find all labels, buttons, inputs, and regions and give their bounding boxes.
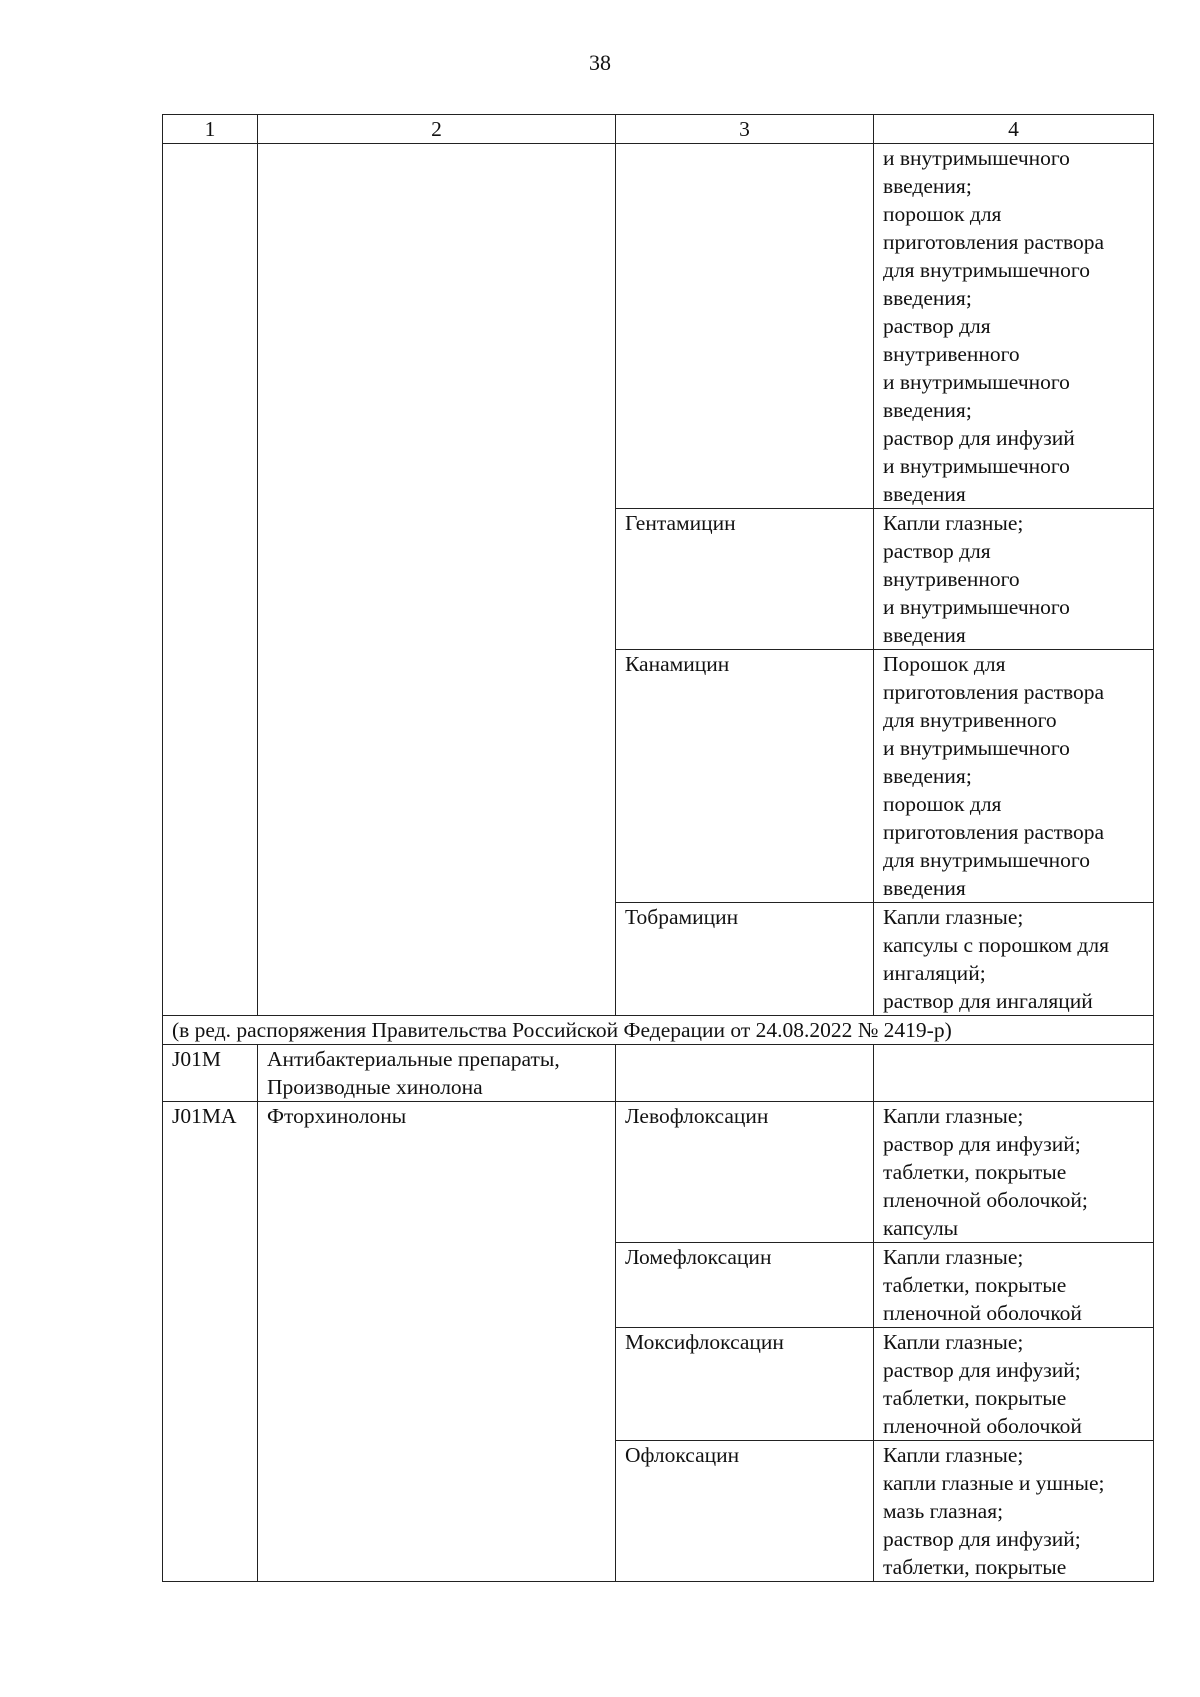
form-line: таблетки, покрытые bbox=[883, 1160, 1067, 1184]
form-line: и внутримышечного bbox=[883, 146, 1070, 170]
atc-code-cell: J01MA bbox=[163, 1102, 258, 1582]
form-line: для внутримышечного bbox=[883, 258, 1090, 282]
form-line: и внутримышечного bbox=[883, 454, 1070, 478]
dosage-forms-cell bbox=[874, 509, 1154, 650]
dosage-forms-cell bbox=[874, 144, 1154, 509]
dosage-forms-cell bbox=[874, 1243, 1154, 1328]
form-line: капсулы bbox=[883, 1216, 959, 1240]
form-line: Производные хинолона bbox=[267, 1075, 483, 1099]
code-cell-empty bbox=[163, 144, 258, 1016]
amendment-row bbox=[163, 1016, 1154, 1045]
column-header-3: 3 bbox=[616, 115, 874, 144]
column-header-4: 4 bbox=[874, 115, 1154, 144]
column-header-1: 1 bbox=[163, 115, 258, 144]
group-name-cell-empty bbox=[258, 144, 616, 1016]
form-line: ингаляций; bbox=[883, 961, 986, 985]
form-line: Антибактериальные препараты, bbox=[267, 1047, 560, 1071]
form-line: для внутримышечного bbox=[883, 848, 1090, 872]
form-line: раствор для инфузий; bbox=[883, 1358, 1081, 1382]
column-header-2: 2 bbox=[258, 115, 616, 144]
form-line: введения; bbox=[883, 398, 972, 422]
form-line: приготовления раствора bbox=[883, 680, 1105, 704]
form-line: капсулы с порошком для bbox=[883, 933, 1109, 957]
form-line: капли глазные и ушные; bbox=[883, 1471, 1105, 1495]
drug-name-cell: Офлоксацин bbox=[616, 1441, 874, 1582]
form-line: пленочной оболочкой bbox=[883, 1414, 1082, 1438]
form-line: раствор для bbox=[883, 539, 991, 563]
drug-name-cell: Гентамицин bbox=[616, 509, 874, 650]
group-name-cell: Фторхинолоны bbox=[258, 1102, 616, 1582]
table-row bbox=[163, 1045, 1154, 1102]
form-line: пленочной оболочкой bbox=[883, 1301, 1082, 1325]
form-line: приготовления раствора bbox=[883, 230, 1105, 254]
form-line: мазь глазная; bbox=[883, 1499, 1004, 1523]
form-line: введения bbox=[883, 876, 966, 900]
dosage-forms-cell bbox=[874, 1102, 1154, 1243]
form-line: введения bbox=[883, 482, 966, 506]
drug-name-cell-empty bbox=[616, 1045, 874, 1102]
form-line: порошок для bbox=[883, 202, 1002, 226]
form-line: раствор для инфузий bbox=[883, 426, 1075, 450]
drug-name-cell: Ломефлоксацин bbox=[616, 1243, 874, 1328]
form-line: и внутримышечного bbox=[883, 736, 1070, 760]
dosage-forms-cell bbox=[874, 650, 1154, 903]
dosage-forms-cell bbox=[874, 1328, 1154, 1441]
form-line: введения; bbox=[883, 764, 972, 788]
form-line: раствор для инфузий; bbox=[883, 1527, 1081, 1551]
form-line: Капли глазные; bbox=[883, 905, 1024, 929]
form-line: раствор для инфузий; bbox=[883, 1132, 1081, 1156]
form-line: Капли глазные; bbox=[883, 511, 1024, 535]
form-line: таблетки, покрытые bbox=[883, 1273, 1067, 1297]
form-line: раствор для bbox=[883, 314, 991, 338]
form-line: Капли глазные; bbox=[883, 1245, 1024, 1269]
form-line: введения; bbox=[883, 286, 972, 310]
drug-name-cell: Моксифлоксацин bbox=[616, 1328, 874, 1441]
drug-name-cell: Тобрамицин bbox=[616, 903, 874, 1016]
dosage-forms-cell-empty bbox=[874, 1045, 1154, 1102]
header-row bbox=[163, 115, 1154, 144]
form-line: и внутримышечного bbox=[883, 370, 1070, 394]
table-row bbox=[163, 144, 1154, 509]
drug-table bbox=[162, 114, 1154, 1582]
form-line: внутривенного bbox=[883, 567, 1020, 591]
form-line: Порошок для bbox=[883, 652, 1006, 676]
form-line: таблетки, покрытые bbox=[883, 1555, 1067, 1579]
atc-code-cell: J01M bbox=[163, 1045, 258, 1102]
drug-name-cell: Левофлоксацин bbox=[616, 1102, 874, 1243]
form-line: пленочной оболочкой; bbox=[883, 1188, 1088, 1212]
amendment-note: (в ред. распоряжения Правительства Российской Федерации от 24.08.2022 № 2419-р) bbox=[163, 1016, 1154, 1045]
drug-table-body bbox=[163, 115, 1154, 1582]
dosage-forms-cell bbox=[874, 1441, 1154, 1582]
form-line: порошок для bbox=[883, 792, 1002, 816]
form-line: для внутривенного bbox=[883, 708, 1057, 732]
form-line: Капли глазные; bbox=[883, 1330, 1024, 1354]
form-line: введения; bbox=[883, 174, 972, 198]
drug-name-cell: Канамицин bbox=[616, 650, 874, 903]
group-name-cell bbox=[258, 1045, 616, 1102]
dosage-forms-cell bbox=[874, 903, 1154, 1016]
table-row bbox=[163, 1102, 1154, 1243]
drug-name-cell-empty bbox=[616, 144, 874, 509]
form-line: внутривенного bbox=[883, 342, 1020, 366]
form-line: Капли глазные; bbox=[883, 1104, 1024, 1128]
page-number: 38 bbox=[589, 50, 611, 75]
form-line: введения bbox=[883, 623, 966, 647]
form-line: раствор для ингаляций bbox=[883, 989, 1093, 1013]
form-line: приготовления раствора bbox=[883, 820, 1105, 844]
form-line: Капли глазные; bbox=[883, 1443, 1024, 1467]
form-line: и внутримышечного bbox=[883, 595, 1070, 619]
form-line: таблетки, покрытые bbox=[883, 1386, 1067, 1410]
